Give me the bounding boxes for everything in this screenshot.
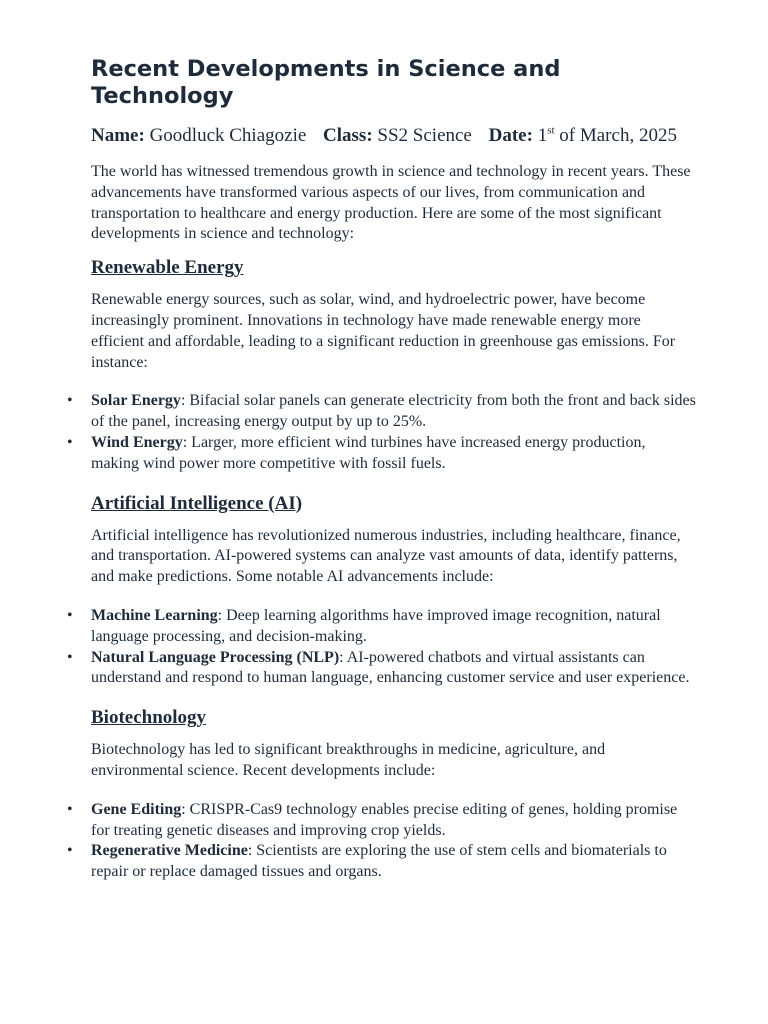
list-item	[67, 606, 696, 648]
list-item	[67, 391, 696, 433]
list-item-text: : Deep learning algorithms have improved image recognition, natural language processing, and decision-making.	[91, 606, 661, 645]
section-paragraph: Renewable energy sources, such as solar, wind, and hydroelectric power, have become increasingly prominent. Innovations in technology have made renewable energy more efficient and affordable, leading to a significant reduction in greenhouse gas emissions. For instance:	[91, 291, 676, 371]
list-item-term: Gene Editing	[91, 800, 182, 818]
list-item-text: : Larger, more efficient wind turbines have increased energy production, making wind power more competitive with fossil fuels.	[91, 433, 646, 472]
bullet-icon: •	[67, 433, 73, 451]
list-item	[67, 648, 696, 690]
list-item-text: : CRISPR-Cas9 technology enables precise editing of genes, holding promise for treating genetic diseases and improving crop yields.	[91, 800, 678, 839]
date-rest: of March, 2025	[559, 125, 677, 146]
bullet-icon: •	[67, 842, 73, 860]
date-label: Date:	[488, 125, 533, 146]
name-value: Goodluck Chiagozie	[149, 125, 307, 146]
list-item-term: Machine Learning	[91, 606, 218, 624]
page-title: Recent Developments in Science and Technology	[91, 56, 561, 109]
bullet-icon: •	[67, 648, 73, 666]
bullet-list	[67, 606, 696, 689]
bullet-icon: •	[67, 392, 73, 410]
list-item-text: : Scientists are exploring the use of stem cells and biomaterials to repair or replace damaged tissues and organs.	[91, 842, 667, 881]
bullet-list	[67, 391, 696, 474]
bullet-list	[67, 800, 696, 883]
bullet-icon: •	[67, 606, 73, 624]
section-heading-renewable-energy: Renewable Energy	[91, 257, 244, 279]
list-item-text: : AI-powered chatbots and virtual assistants can understand and respond to human language, enhancing customer service and user experience.	[91, 648, 690, 687]
section-paragraph: Artificial intelligence has revolutionized numerous industries, including healthcare, finance, and transportation. AI-powered systems can analyze vast amounts of data, identify patterns, and make predictions. Some notable AI advancements include:	[91, 526, 681, 586]
list-item	[67, 433, 696, 475]
list-item-term: Regenerative Medicine	[91, 842, 248, 860]
section-paragraph: Biotechnology has led to significant breakthroughs in medicine, agriculture, and environmental science. Recent developments include:	[91, 741, 606, 779]
date-suffix: st	[547, 124, 555, 137]
list-item-term: Solar Energy	[91, 392, 181, 410]
name-label: Name:	[91, 125, 145, 146]
class-label: Class:	[323, 125, 373, 146]
student-info	[91, 125, 696, 146]
section-heading-artificial-intelligence: Artificial Intelligence (AI)	[91, 492, 303, 514]
document-body	[67, 56, 696, 900]
list-item-text: : Bifacial solar panels can generate electricity from both the front and back sides of the panel, increasing energy output by up to 25%.	[91, 392, 696, 431]
list-item	[67, 841, 696, 883]
list-item	[67, 800, 696, 842]
intro-paragraph: The world has witnessed tremendous growth in science and technology in recent years. These advancements have transformed various aspects of our lives, from communication and transportation to healthcare and energy production. Here are some of the most significant developments in science and technology:	[91, 163, 691, 243]
date-day: 1	[537, 125, 548, 146]
list-item-term: Natural Language Processing (NLP)	[91, 648, 340, 666]
class-value: SS2 Science	[377, 125, 472, 146]
list-item-term: Wind Energy	[91, 433, 183, 451]
section-heading-biotechnology: Biotechnology	[91, 707, 207, 729]
bullet-icon: •	[67, 800, 73, 818]
